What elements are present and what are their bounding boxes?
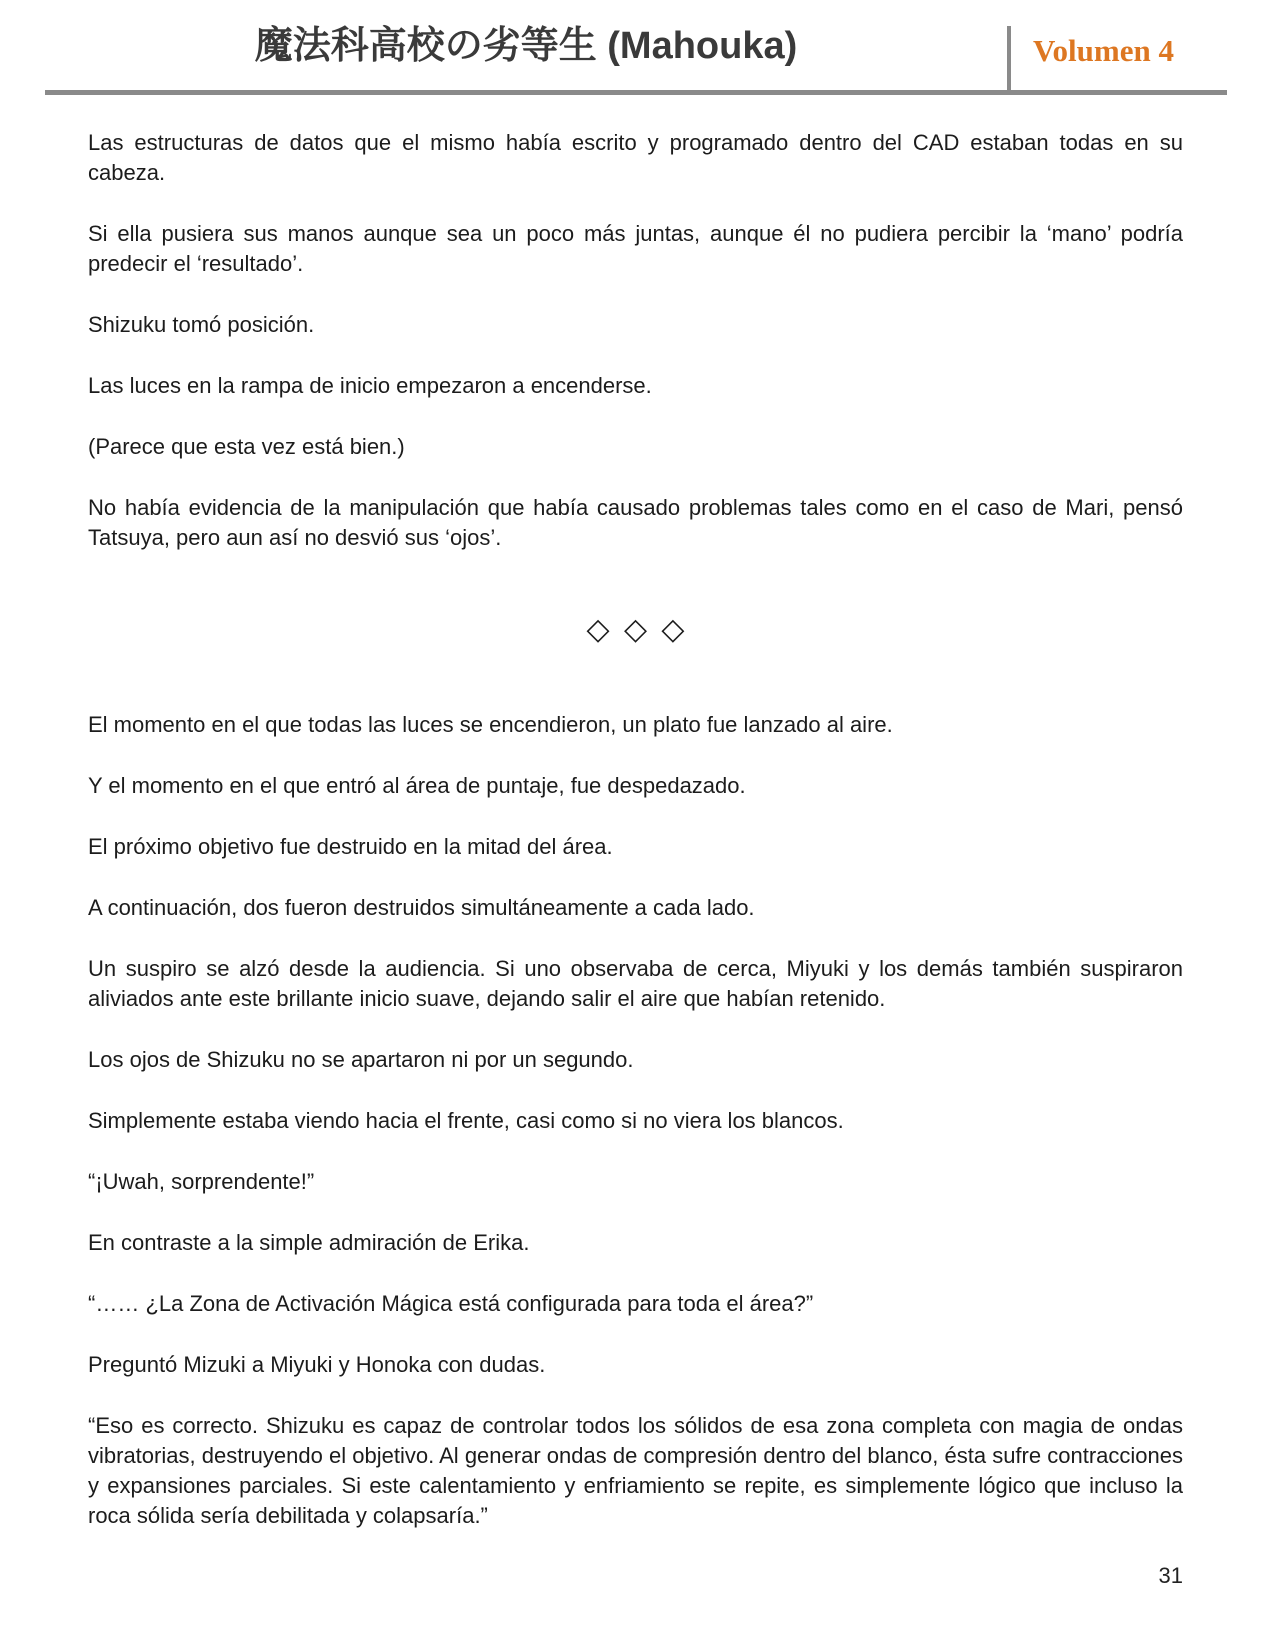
paragraph: “…… ¿La Zona de Activación Mágica está configurada para toda el área?”: [88, 1291, 814, 1316]
paragraph: Si ella pusiera sus manos aunque sea un poco más juntas, aunque él no pudiera percibir la ‘mano’ podría predecir el ‘resultado’.: [88, 221, 1183, 276]
scene-divider: ◇ ◇ ◇: [586, 613, 685, 646]
paragraph: “¡Uwah, sorprendente!”: [88, 1169, 315, 1194]
paragraph: Y el momento en el que entró al área de puntaje, fue despedazado.: [88, 773, 746, 798]
paragraph: Los ojos de Shizuku no se apartaron ni por un segundo.: [88, 1047, 634, 1072]
paragraph: El próximo objetivo fue destruido en la mitad del área.: [88, 834, 613, 859]
page-number: 31: [1158, 1563, 1183, 1588]
paragraph: Preguntó Mizuki a Miyuki y Honoka con dudas.: [88, 1352, 546, 1377]
paragraph: Simplemente estaba viendo hacia el frente, casi como si no viera los blancos.: [88, 1108, 844, 1133]
paragraph: Shizuku tomó posición.: [88, 312, 315, 337]
page-body: [88, 128, 1183, 1562]
paragraph: Las estructuras de datos que el mismo había escrito y programado dentro del CAD estaban todas en su cabeza.: [88, 130, 1183, 185]
paragraph: En contraste a la simple admiración de Erika.: [88, 1230, 530, 1255]
paragraph: Las luces en la rampa de inicio empezaron a encenderse.: [88, 373, 652, 398]
paragraph: El momento en el que todas las luces se encendieron, un plato fue lanzado al aire.: [88, 712, 893, 737]
paragraph: “Eso es correcto. Shizuku es capaz de controlar todos los sólidos de esa zona completa con magia de ondas vibratorias, destruyendo el objetivo. Al generar ondas de compresión dentro del blanco, ésta sufre contracciones y expansiones parciales. Si este calentamiento y enfriamiento se repite, es simplemente lógico que incluso la roca sólida sería debilitada y colapsaría.”: [88, 1413, 1183, 1528]
paragraph: Un suspiro se alzó desde la audiencia. Si uno observaba de cerca, Miyuki y los demás también suspiraron aliviados ante este brillante inicio suave, dejando salir el aire que habían retenido.: [88, 956, 1183, 1011]
paragraph: A continuación, dos fueron destruidos simultáneamente a cada lado.: [88, 895, 755, 920]
volume-cell: [1007, 26, 1227, 90]
paragraph: No había evidencia de la manipulación que había causado problemas tales como en el caso de Mari, pensó Tatsuya, pero aun así no desvió sus ‘ojos’.: [88, 495, 1183, 550]
document-title: 魔法科高校の劣等生 (Mahouka): [254, 25, 798, 67]
paragraph: (Parece que esta vez está bien.): [88, 434, 405, 459]
page-header: [45, 0, 1227, 95]
volume-label: Volumen 4: [1033, 33, 1174, 68]
